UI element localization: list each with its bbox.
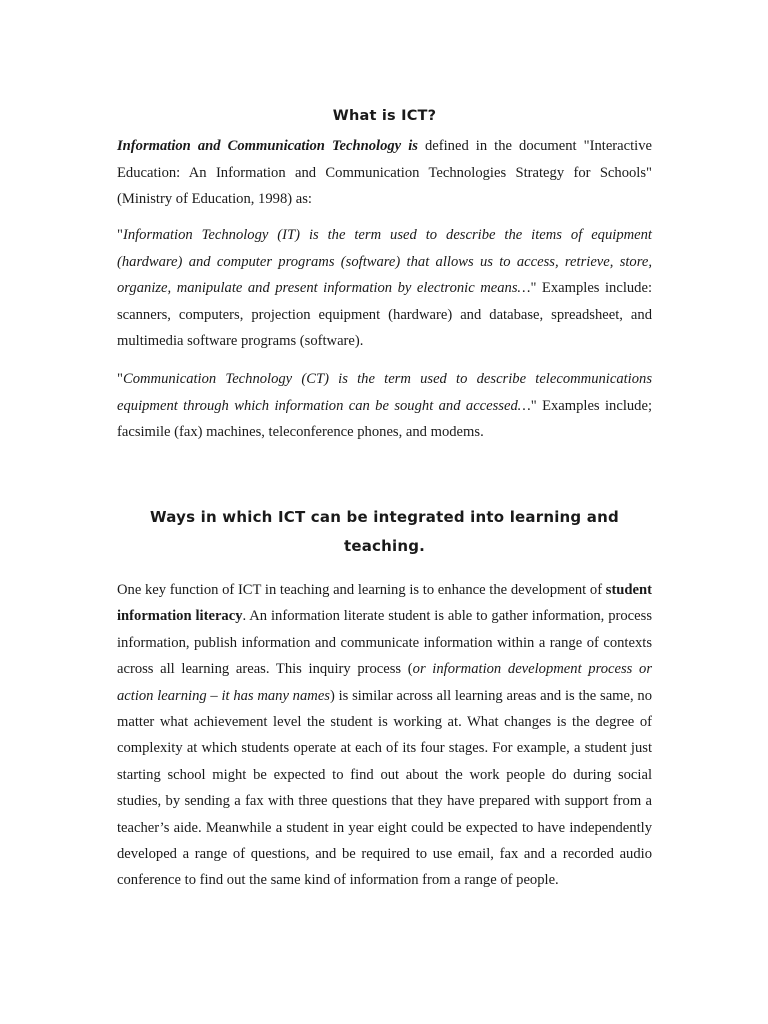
- integration-text-2: . An information literate student is able to gather information, process information, publish information and communicate information within a range of contexts across all learning areas. This inquiry process (: [117, 608, 652, 678]
- it-quote-examples: " Examples include: scanners, computers, projection equipment (hardware) and database, spreadsheet, and multimedia software programs (software).: [117, 280, 652, 349]
- it-quote-paragraph: [117, 222, 652, 355]
- integration-bold-term: student information literacy: [117, 582, 652, 625]
- it-quote-text: Information Technology (IT) is the term used to describe the items of equipment (hardware) and computer programs (software) that allows us to access, retrieve, store, organize, manipulate and present information by electronic means…: [117, 227, 652, 296]
- section-title-what-is-ict: What is ICT?: [332, 108, 437, 124]
- definition-term: Information and Communication Technology is: [117, 138, 418, 154]
- ct-quote-text: Communication Technology (CT) is the term used to describe telecommunications equipment through which information can be sought and accessed…: [117, 371, 652, 414]
- ct-quote-examples: " Examples include; facsimile (fax) machines, teleconference phones, and modems.: [117, 397, 652, 440]
- definition-text: defined in the document "Interactive Education: An Information and Communication Technologies Strategy for Schools" (Ministry of Education, 1998) as:: [117, 138, 653, 207]
- definition-paragraph: [117, 133, 652, 213]
- section-title-ways-integrated: Ways in which ICT can be integrated into learning and teaching.: [150, 508, 619, 555]
- ct-quote-open: ": [117, 371, 123, 387]
- integration-paragraph: [117, 577, 652, 894]
- ct-quote-paragraph: [117, 366, 652, 446]
- integration-text-1: One key function of ICT in teaching and learning is to enhance the development of: [117, 582, 606, 598]
- integration-italic-aside: or information development process or action learning – it has many names: [117, 661, 652, 704]
- it-quote-open: ": [117, 227, 123, 243]
- integration-text-3: ) is similar across all learning areas and is the same, no matter what achievement level the student is working at. What changes is the degree of complexity at which students operate at each of its four stages. For example, a student just starting school might be expected to find out about the work people do during social studies, by sending a fax with three questions that they have prepared with support from a teacher’s aide. Meanwhile a student in year eight could be expected to have independently developed a range of questions, and be required to use email, fax and a recorded audio conference to find out the same kind of information from a range of people.: [117, 687, 652, 889]
